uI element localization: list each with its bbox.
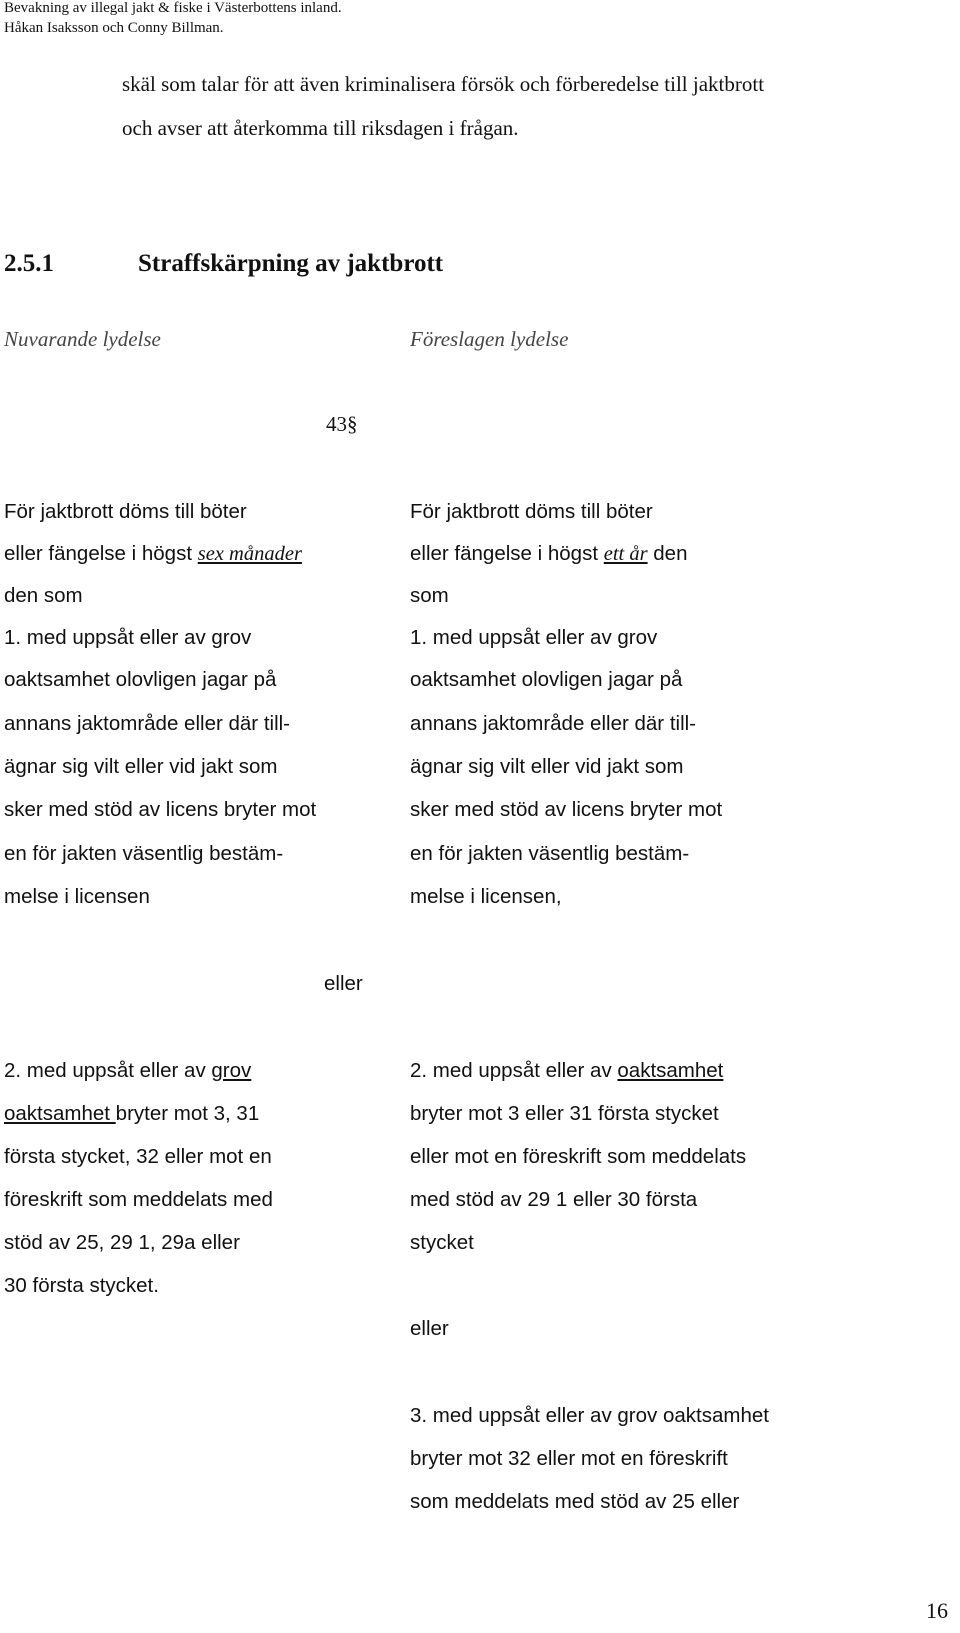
left-p1-line: ägnar sig vilt eller vid jakt som [4, 755, 278, 778]
left-p2-underlined: grov [211, 1059, 252, 1082]
left-p2-line: första stycket, 32 eller mot en [4, 1145, 272, 1168]
right-intro-text: eller fängelse i högst [410, 542, 604, 565]
left-intro-text: eller fängelse i högst [4, 542, 198, 565]
right-p2-text: 2. med uppsåt eller av [410, 1059, 618, 1082]
right-p1-line: oaktsamhet olovligen jagar på [410, 668, 683, 691]
left-intro-line-3: den som [4, 584, 83, 607]
right-p2-line: stycket [410, 1231, 474, 1254]
intro-line-1: skäl som talar för att även kriminalisera försök och förberedelse till jaktbrott [122, 72, 765, 96]
left-intro-line-1: För jaktbrott döms till böter [4, 500, 247, 523]
right-p2-line-1 [410, 1059, 723, 1083]
running-header-line1: Bevakning av illegal jakt & fiske i Västerbottens inland. [4, 0, 342, 16]
left-p2-line-1 [4, 1059, 251, 1083]
running-header-line2: Håkan Isaksson och Conny Billman. [4, 20, 224, 36]
middle-eller: eller [324, 972, 363, 995]
section-title: Straffskärpning av jaktbrott [138, 250, 444, 277]
left-p1-line: 1. med uppsåt eller av grov [4, 626, 252, 649]
left-p1-line: annans jaktområde eller där till- [4, 712, 290, 735]
left-p2-line-2 [4, 1102, 259, 1126]
right-column-heading: Föreslagen lydelse [410, 327, 569, 351]
right-p1-line: ägnar sig vilt eller vid jakt som [410, 755, 684, 778]
right-intro-line-1: För jaktbrott döms till böter [410, 500, 653, 523]
right-p1-line: melse i licensen, [410, 885, 562, 908]
right-p3-line: 3. med uppsåt eller av grov oaktsamhet [410, 1404, 769, 1427]
left-intro-emphasis: sex månader [197, 543, 302, 565]
left-p2-text: 2. med uppsåt eller av [4, 1059, 212, 1082]
right-p2-underlined: oaktsamhet [617, 1059, 724, 1082]
right-intro-line-3: som [410, 584, 449, 607]
left-p1-line: oaktsamhet olovligen jagar på [4, 668, 277, 691]
right-intro-emphasis: ett år [603, 543, 648, 565]
left-p1-line: melse i licensen [4, 885, 150, 908]
left-intro-line-2 [4, 542, 302, 566]
right-p3-line: som meddelats med stöd av 25 eller [410, 1490, 740, 1513]
right-p2-line: eller mot en föreskrift som meddelats [410, 1145, 747, 1168]
left-p2-text: bryter mot 3, 31 [115, 1102, 260, 1125]
section-sign-icon: § [347, 412, 358, 436]
right-p1-line: annans jaktområde eller där till- [410, 712, 696, 735]
paragraph-number: 43 [326, 412, 347, 436]
right-p2-line: bryter mot 3 eller 31 första stycket [410, 1102, 719, 1125]
left-p1-line: en för jakten väsentlig bestäm- [4, 842, 284, 865]
right-p1-line: 1. med uppsåt eller av grov [410, 626, 658, 649]
right-p3-line: bryter mot 32 eller mot en föreskrift [410, 1447, 728, 1470]
right-intro-line-2 [410, 542, 687, 566]
right-p2-line: med stöd av 29 1 eller 30 första [410, 1188, 698, 1211]
left-p2-line: stöd av 25, 29 1, 29a eller [4, 1231, 240, 1254]
left-p1-line: sker med stöd av licens bryter mot [4, 798, 317, 821]
right-p1-line: sker med stöd av licens bryter mot [410, 798, 723, 821]
page-number: 16 [926, 1598, 948, 1623]
right-eller: eller [410, 1317, 449, 1340]
intro-line-2: och avser att återkomma till riksdagen i frågan. [122, 116, 519, 140]
right-intro-text: den [647, 542, 688, 565]
left-column-heading: Nuvarande lydelse [4, 327, 161, 351]
paragraph-reference [326, 412, 358, 437]
section-number: 2.5.1 [4, 250, 54, 277]
left-p2-line: föreskrift som meddelats med [4, 1188, 273, 1211]
right-p1-line: en för jakten väsentlig bestäm- [410, 842, 690, 865]
left-p2-line: 30 första stycket. [4, 1274, 159, 1297]
left-p2-underlined: oaktsamhet [4, 1102, 116, 1125]
